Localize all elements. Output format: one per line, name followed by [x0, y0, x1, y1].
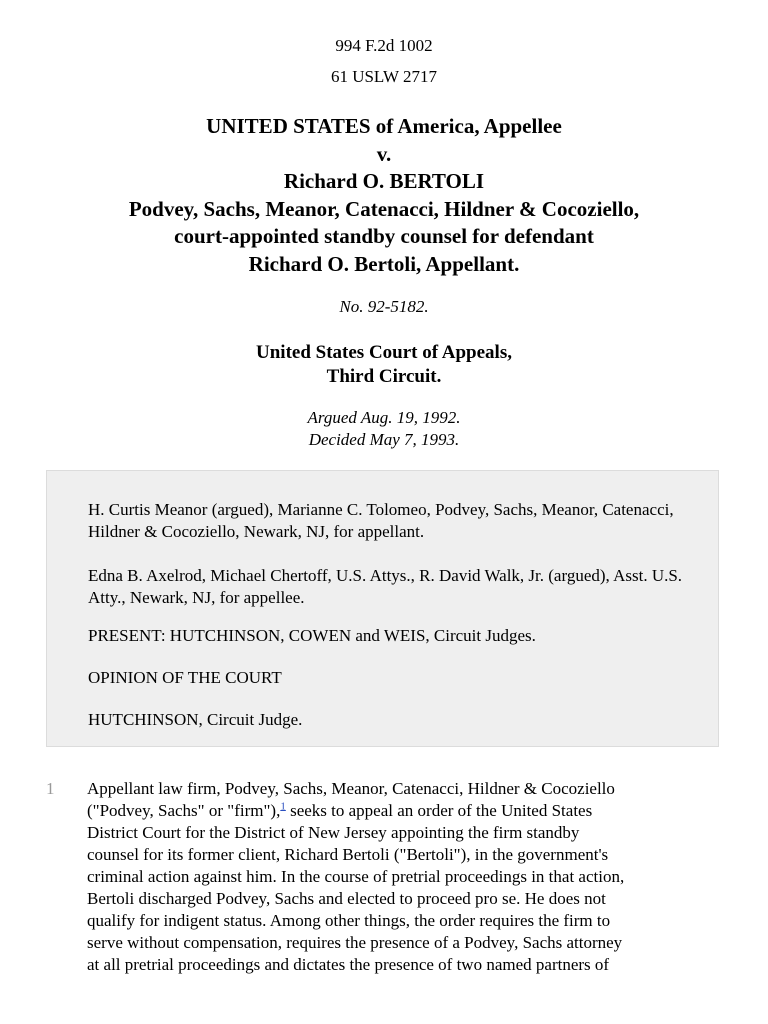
paragraph-text: ("Podvey, Sachs" or "firm"), — [87, 801, 281, 820]
opinion-heading: OPINION OF THE COURT — [88, 668, 282, 687]
case-caption — [0, 113, 768, 278]
argued-date: Argued Aug. 19, 1992. — [307, 408, 461, 427]
caption-line: UNITED STATES of America, Appellee — [206, 114, 562, 138]
decided-date: Decided May 7, 1993. — [308, 430, 460, 449]
court-line: Third Circuit. — [326, 366, 442, 387]
docket-number: No. 92-5182. — [339, 297, 429, 316]
paragraph-line: serve without compensation, requires the presence of a Podvey, Sachs attorney — [87, 933, 623, 952]
court-name — [0, 341, 768, 389]
paragraph-line: criminal action against him. In the course of pretrial proceedings in that action, — [87, 867, 625, 886]
paragraph-line — [87, 800, 717, 822]
appellee-counsel: Edna B. Axelrod, Michael Chertoff, U.S. Attys., R. David Walk, Jr. (argued), Asst. U.S. Atty., Newark, NJ, for appellee. — [88, 566, 683, 607]
paragraph-line: Bertoli discharged Podvey, Sachs and elected to proceed pro se. He does not — [87, 889, 606, 908]
paragraph-line: at all pretrial proceedings and dictates the presence of two named partners of — [87, 955, 610, 974]
caption-line: court-appointed standby counsel for defendant — [174, 224, 594, 248]
paragraph-line: qualify for indigent status. Among other things, the order requires the firm to — [87, 911, 611, 930]
paragraph-line: Appellant law firm, Podvey, Sachs, Meanor, Catenacci, Hildner & Cocoziello — [87, 779, 615, 798]
appellant-counsel: H. Curtis Meanor (argued), Marianne C. Tolomeo, Podvey, Sachs, Meanor, Catenacci, Hildner & Cocoziello, Newark, NJ, for appellant. — [88, 500, 674, 541]
headnote-panel — [46, 470, 719, 747]
opinion-paragraph — [87, 778, 717, 976]
paragraph-text: seeks to appeal an order of the United States — [285, 801, 593, 820]
caption-line: Richard O. BERTOLI — [283, 169, 485, 193]
opinion-author: HUTCHINSON, Circuit Judge. — [88, 710, 303, 729]
paragraph-line: counsel for its former client, Richard Bertoli ("Bertoli"), in the government's — [87, 845, 609, 864]
footnote-link[interactable]: 1 — [280, 800, 286, 813]
paragraph-number: 1 — [46, 779, 55, 798]
paragraph-line: District Court for the District of New Jersey appointing the firm standby — [87, 823, 580, 842]
case-dates — [0, 407, 768, 451]
caption-line: Richard O. Bertoli, Appellant. — [248, 251, 520, 276]
caption-line: v. — [376, 141, 392, 166]
panel-judges: PRESENT: HUTCHINSON, COWEN and WEIS, Circuit Judges. — [88, 626, 536, 645]
caption-line: Podvey, Sachs, Meanor, Catenacci, Hildner & Cocoziello, — [128, 196, 640, 221]
court-line: United States Court of Appeals, — [256, 342, 512, 363]
reporter-citation: 994 F.2d 1002 — [335, 36, 433, 55]
uslw-citation: 61 USLW 2717 — [330, 67, 438, 86]
